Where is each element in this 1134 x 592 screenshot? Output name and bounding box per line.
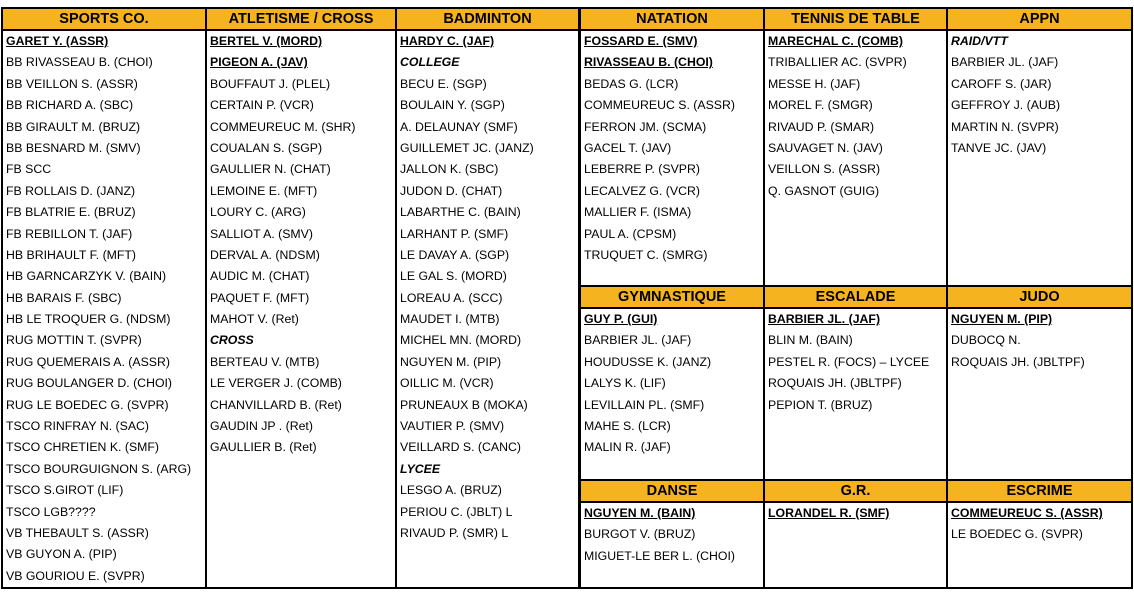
list-item: COUALAN S. (SGP) xyxy=(210,140,323,155)
list-item: VEILLARD S. (CANC) xyxy=(400,440,521,455)
coordinator-name: NGUYEN M. (BAIN) xyxy=(584,506,696,520)
list-item: LARHANT P. (SMF) xyxy=(400,226,509,241)
list-item: RIVAUD P. (SMR) L xyxy=(400,525,509,540)
list-item: GAULLIER N. (CHAT) xyxy=(210,162,331,177)
coordinator-name: PIGEON A. (JAV) xyxy=(210,55,308,70)
list-item: CERTAIN P. (VCR) xyxy=(210,98,314,113)
list-item: RUG MOTTIN T. (SVPR) xyxy=(6,333,142,348)
header-badminton: BADMINTON xyxy=(395,7,580,31)
list-item: TRIBALLIER AC. (SVPR) xyxy=(768,55,907,70)
list-item: LEBERRE P. (SVPR) xyxy=(584,162,700,177)
list-item: MOREL F. (SMGR) xyxy=(768,98,873,113)
list-item: RIVAUD P. (SMAR) xyxy=(768,119,875,134)
list-item: GACEL T. (JAV) xyxy=(584,140,672,155)
list-item: VAUTIER P. (SMV) xyxy=(400,419,505,434)
column-danse xyxy=(581,503,763,587)
list-item: RUG QUEMERAIS A. (ASSR) xyxy=(6,354,170,369)
list-item: A. DELAUNAY (SMF) xyxy=(400,119,518,134)
header-escalade: ESCALADE xyxy=(763,285,948,309)
list-item: GAUDIN JP . (Ret) xyxy=(210,419,313,434)
list-item: PESTEL R. (FOCS) – LYCEE xyxy=(768,354,930,369)
column-appn xyxy=(948,31,1131,285)
list-item: PAUL A. (CPSM) xyxy=(584,226,677,241)
list-item: CAROFF S. (JAR) xyxy=(951,76,1052,91)
list-item: SAUVAGET N. (JAV) xyxy=(768,140,883,155)
list-item: LOREAU A. (SCC) xyxy=(400,290,503,305)
list-item: LEMOINE E. (MFT) xyxy=(210,183,318,198)
list-item: PAQUET F. (MFT) xyxy=(210,290,310,305)
list-item: LE DAVAY A. (SGP) xyxy=(400,247,510,262)
list-item: COMMEUREUC S. (ASSR) xyxy=(584,98,735,113)
column-badminton xyxy=(397,31,579,587)
coordinator-name: COMMEUREUC S. (ASSR) xyxy=(951,506,1103,520)
list-item: BOULAIN Y. (SGP) xyxy=(400,98,505,113)
list-item: SALLIOT A. (SMV) xyxy=(210,226,313,241)
list-item: FB SCC xyxy=(6,162,52,177)
list-item: TRUQUET C. (SMRG) xyxy=(584,247,708,262)
list-item: HB BRIHAULT F. (MFT) xyxy=(6,247,137,262)
header-danse: DANSE xyxy=(579,479,765,503)
list-item: FB ROLLAIS D. (JANZ) xyxy=(6,183,136,198)
list-item: TSCO S.GIROT (LIF) xyxy=(6,483,124,498)
list-item: LE GAL S. (MORD) xyxy=(400,269,507,284)
list-item: PEPION T. (BRUZ) xyxy=(768,397,873,412)
list-item: MESSE H. (JAF) xyxy=(768,76,861,91)
list-item: BB VEILLON S. (ASSR) xyxy=(6,76,138,91)
header-atletisme: ATLETISME / CROSS xyxy=(205,7,397,31)
list-item: OILLIC M. (VCR) xyxy=(400,376,494,391)
list-item: MALIN R. (JAF) xyxy=(584,440,671,455)
list-item: BOUFFAUT J. (PLEL) xyxy=(210,76,331,91)
list-item: VB THEBAULT S. (ASSR) xyxy=(6,525,149,540)
column-gymnastique xyxy=(581,309,763,479)
list-item: JUDON D. (CHAT) xyxy=(400,183,503,198)
coordinator-name: MARECHAL C. (COMB) xyxy=(768,34,904,48)
list-item: TSCO LGB???? xyxy=(6,504,96,519)
list-item: Q. GASNOT (GUIG) xyxy=(768,183,880,198)
list-item: HB LE TROQUER G. (NDSM) xyxy=(6,312,171,327)
subsection-label: CROSS xyxy=(210,333,254,348)
column-judo xyxy=(948,309,1131,479)
list-item: MALLIER F. (ISMA) xyxy=(584,205,692,220)
list-item: COMMEUREUC M. (SHR) xyxy=(210,119,356,134)
coordinator-name: GUY P. (GUI) xyxy=(584,312,658,326)
subsection-label: LYCEE xyxy=(400,461,441,476)
list-item: BARBIER JL. (JAF) xyxy=(584,333,692,348)
list-item: BARBIER JL. (JAF) xyxy=(951,55,1059,70)
column-tennis xyxy=(765,31,946,285)
list-item: HOUDUSSE K. (JANZ) xyxy=(584,354,712,369)
list-item: TANVE JC. (JAV) xyxy=(951,140,1047,155)
list-item: BB GIRAULT M. (BRUZ) xyxy=(6,119,141,134)
list-item: MIGUET-LE BER L. (CHOI) xyxy=(584,548,735,563)
list-item: BB BESNARD M. (SMV) xyxy=(6,140,141,155)
coordinator-name: HARDY C. (JAF) xyxy=(400,34,495,48)
coordinator-name: NGUYEN M. (PIP) xyxy=(951,312,1053,326)
list-item: FB BLATRIE E. (BRUZ) xyxy=(6,205,136,220)
list-item: PERIOU C. (JBLT) L xyxy=(400,504,513,519)
header-gr: G.R. xyxy=(763,479,948,503)
list-item: RUG LE BOEDEC G. (SVPR) xyxy=(6,397,169,412)
column-atletisme xyxy=(207,31,395,587)
list-item: LABARTHE C. (BAIN) xyxy=(400,205,521,220)
header-natation: NATATION xyxy=(579,7,765,31)
column-natation xyxy=(581,31,763,285)
list-item: LE BOEDEC G. (SVPR) xyxy=(951,527,1083,542)
list-item: PRUNEAUX B (MOKA) xyxy=(400,397,528,412)
list-item: GUILLEMET JC. (JANZ) xyxy=(400,140,534,155)
coordinator-name: GARET Y. (ASSR) xyxy=(6,34,109,48)
header-sports-co: SPORTS CO. xyxy=(1,7,207,31)
list-item: CHANVILLARD B. (Ret) xyxy=(210,397,342,412)
list-item: VEILLON S. (ASSR) xyxy=(768,162,881,177)
coordinator-name: RIVASSEAU B. (CHOI) xyxy=(584,55,713,70)
list-item: BECU E. (SGP) xyxy=(400,76,487,91)
column-escalade xyxy=(765,309,946,479)
list-item: BEDAS G. (LCR) xyxy=(584,76,679,91)
list-item: BLIN M. (BAIN) xyxy=(768,333,853,348)
column-sports-co xyxy=(3,31,205,587)
list-item: LE VERGER J. (COMB) xyxy=(210,376,342,391)
list-item: HB BARAIS F. (SBC) xyxy=(6,290,122,305)
coordinator-name: LORANDEL R. (SMF) xyxy=(768,506,890,520)
list-item: ROQUAIS JH. (JBLTPF) xyxy=(951,354,1085,369)
list-item: LOURY C. (ARG) xyxy=(210,205,306,220)
list-item: MAHE S. (LCR) xyxy=(584,418,671,433)
list-item: ROQUAIS JH. (JBLTPF) xyxy=(768,376,902,391)
list-item: NGUYEN M. (PIP) xyxy=(400,354,502,369)
list-item: RUG BOULANGER D. (CHOI) xyxy=(6,376,173,391)
list-item: LALYS K. (LIF) xyxy=(584,376,666,391)
column-escrime xyxy=(948,503,1131,587)
list-item: MARTIN N. (SVPR) xyxy=(951,119,1059,134)
list-item: HB GARNCARZYK V. (BAIN) xyxy=(6,269,167,284)
header-escrime: ESCRIME xyxy=(946,479,1133,503)
list-item: FERRON JM. (SCMA) xyxy=(584,119,707,134)
list-item: VB GOURIOU E. (SVPR) xyxy=(6,568,145,583)
list-item: AUDIC M. (CHAT) xyxy=(210,269,310,284)
header-gymnastique: GYMNASTIQUE xyxy=(579,285,765,309)
column-gr xyxy=(765,503,946,587)
list-item: DERVAL A. (NDSM) xyxy=(210,247,320,262)
coordinator-name: BARBIER JL. (JAF) xyxy=(768,312,881,326)
list-item: BB RICHARD A. (SBC) xyxy=(6,98,134,113)
list-item: GAULLIER B. (Ret) xyxy=(210,440,317,455)
list-item: MAHOT V. (Ret) xyxy=(210,312,299,327)
subsection-label: COLLEGE xyxy=(400,55,460,70)
list-item: TSCO CHRETIEN K. (SMF) xyxy=(6,440,160,455)
header-tennis: TENNIS DE TABLE xyxy=(763,7,948,31)
list-item: JALLON K. (SBC) xyxy=(400,162,499,177)
list-item: LEVILLAIN PL. (SMF) xyxy=(584,397,705,412)
list-item: BB RIVASSEAU B. (CHOI) xyxy=(6,55,153,70)
coordinator-name: FOSSARD E. (SMV) xyxy=(584,34,698,48)
list-item: VB GUYON A. (PIP) xyxy=(6,547,117,562)
subsection-label: RAID/VTT xyxy=(951,34,1008,48)
list-item: LECALVEZ G. (VCR) xyxy=(584,183,700,198)
list-item: MICHEL MN. (MORD) xyxy=(400,333,522,348)
list-item: TSCO BOURGUIGNON S. (ARG) xyxy=(6,461,192,476)
list-item: FB REBILLON T. (JAF) xyxy=(6,226,133,241)
list-item: BURGOT V. (BRUZ) xyxy=(584,527,696,542)
list-item: GEFFROY J. (AUB) xyxy=(951,98,1061,113)
list-item: TSCO RINFRAY N. (SAC) xyxy=(6,419,150,434)
list-item: MAUDET I. (MTB) xyxy=(400,312,500,327)
header-judo: JUDO xyxy=(946,285,1133,309)
list-item: BERTEAU V. (MTB) xyxy=(210,354,320,369)
header-appn: APPN xyxy=(946,7,1133,31)
list-item: LESGO A. (BRUZ) xyxy=(400,483,502,498)
coordinator-name: BERTEL V. (MORD) xyxy=(210,34,323,48)
list-item: DUBOCQ N. xyxy=(951,333,1021,348)
